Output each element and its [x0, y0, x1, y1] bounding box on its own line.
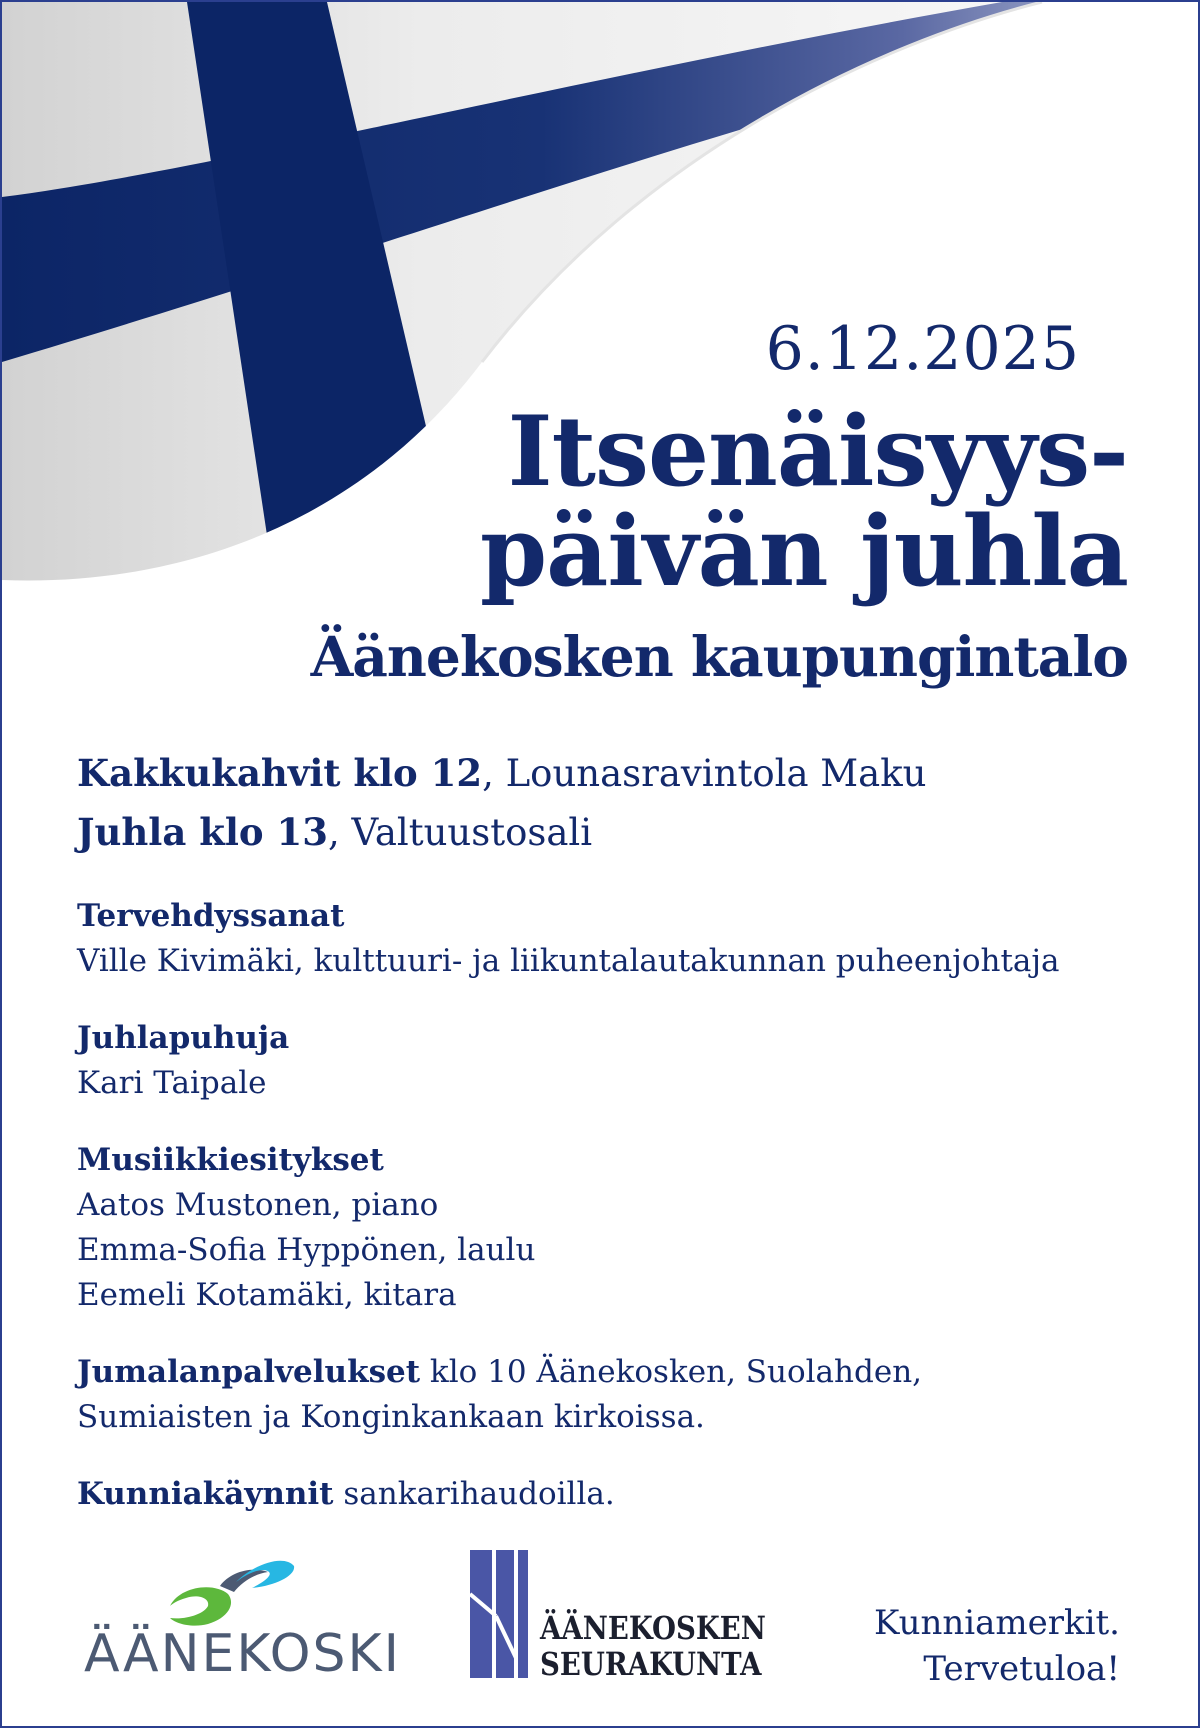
section-heading: Kunniakäynnit — [77, 1476, 334, 1512]
program-content — [77, 744, 1137, 1517]
parish-line-1: ÄÄNEKOSKEN — [540, 1609, 766, 1647]
section-heading: Jumalanpalvelukset — [77, 1354, 421, 1390]
section-greetings — [77, 894, 1137, 984]
schedule-label: Juhla klo 13 — [77, 810, 328, 854]
section-honors — [77, 1472, 1137, 1517]
honors-line — [77, 1472, 1137, 1517]
performer: Eemeli Kotamäki, kitara — [77, 1277, 457, 1313]
event-venue: Äänekosken kaupungintalo — [310, 624, 1128, 689]
services-line-1 — [77, 1350, 1137, 1395]
city-logo-text: ÄÄNEKOSKI — [84, 1624, 401, 1684]
section-text: Kari Taipale — [77, 1065, 267, 1101]
section-heading: Juhlapuhuja — [77, 1020, 290, 1056]
section-heading: Tervehdyssanat — [77, 898, 345, 934]
event-title — [480, 395, 1128, 608]
section-speaker — [77, 1016, 1137, 1106]
title-line-1: Itsenäisyys- — [507, 395, 1128, 508]
event-date: 6.12.2025 — [765, 314, 1080, 384]
section-music — [77, 1138, 1137, 1318]
schedule-detail: , Lounasravintola Maku — [482, 752, 927, 795]
section-heading: Musiikkiesitykset — [77, 1142, 384, 1178]
parish-line-2: SEURAKUNTA — [540, 1645, 762, 1683]
performer: Emma-Sofia Hyppönen, laulu — [77, 1232, 536, 1268]
closing-line-2: Tervetuloa! — [923, 1649, 1120, 1689]
section-services — [77, 1350, 1137, 1440]
schedule-item-coffee — [77, 744, 1137, 803]
closing-text — [874, 1600, 1120, 1692]
parish-logo-icon — [470, 1550, 528, 1678]
title-line-2: päivän juhla — [480, 495, 1128, 608]
section-text: sankarihaudoilla. — [333, 1476, 615, 1512]
parish-logo-text — [540, 1610, 766, 1682]
section-text: klo 10 Äänekosken, Suolahden, — [420, 1354, 923, 1390]
schedule-detail: , Valtuustosali — [327, 811, 593, 854]
services-line-2: Sumiaisten ja Konginkankaan kirkoissa. — [77, 1399, 705, 1435]
performer: Aatos Mustonen, piano — [77, 1187, 439, 1223]
schedule-label: Kakkukahvit klo 12 — [77, 751, 483, 795]
schedule-item-ceremony — [77, 803, 1137, 862]
closing-line-1: Kunniamerkit. — [873, 1603, 1120, 1643]
section-text: Ville Kivimäki, kulttuuri- ja liikuntalautakunnan puheenjohtaja — [77, 943, 1060, 979]
city-logo-icon — [170, 1561, 294, 1626]
